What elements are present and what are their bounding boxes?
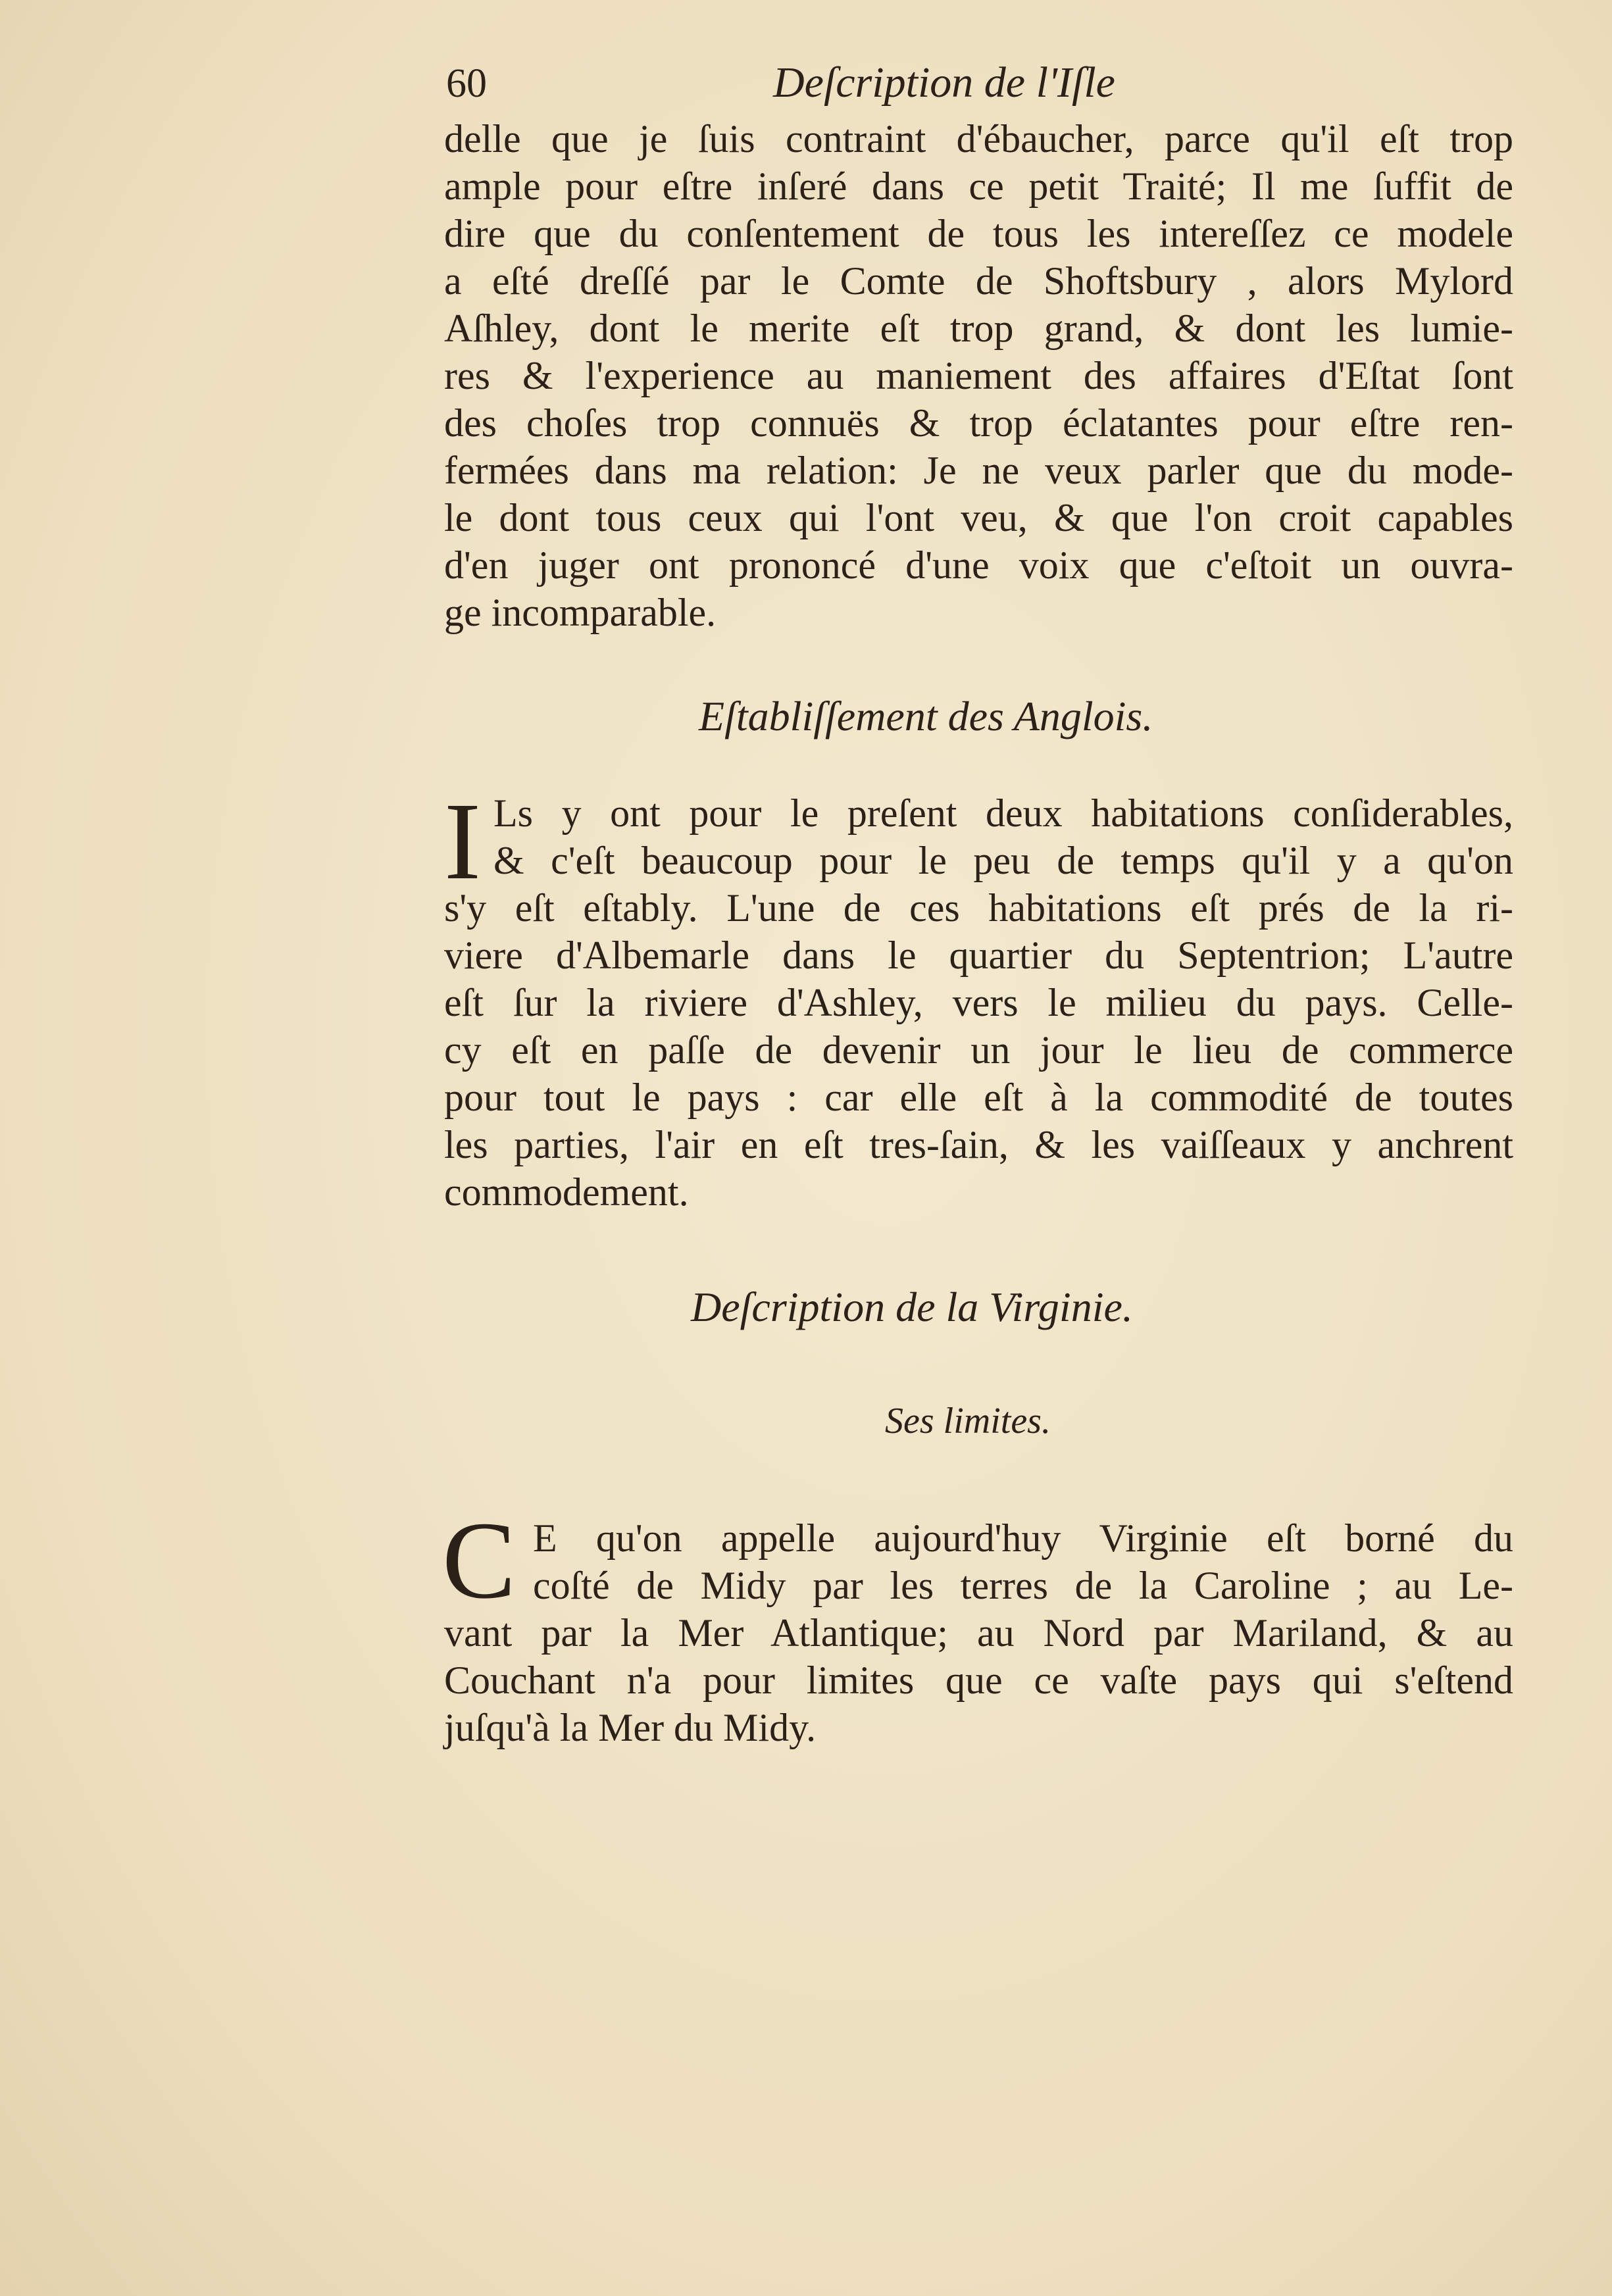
text-line: res & l'experience au maniement des affaires d'Eſtat ſont: [444, 354, 1513, 397]
text-line: dire que du conſentement de tous les intereſſez ce modele: [444, 212, 1513, 255]
section-heading: Eſtabliſſement des Anglois.: [699, 693, 1153, 739]
text-line: s'y eſt eſtably. L'une de ces habitations eſt prés de la ri-: [444, 886, 1513, 930]
text-line: a eſté dreſſé par le Comte de Shoftsbury , alors Mylord: [444, 259, 1513, 303]
section-heading: Deſcription de la Virginie.: [691, 1284, 1133, 1330]
text-line: les parties, l'air en eſt tres-ſain, & les vaiſſeaux y anchrent: [444, 1123, 1513, 1166]
drop-cap: C: [442, 1499, 516, 1622]
text-line: coſté de Midy par les terres de la Caroline ; au Le-: [533, 1564, 1513, 1607]
text-line: vant par la Mer Atlantique; au Nord par Mariland, & au: [444, 1611, 1513, 1655]
text-line: pour tout le pays : car elle eſt à la commodité de toutes: [444, 1076, 1513, 1119]
text-line: juſqu'à la Mer du Midy.: [444, 1706, 817, 1749]
text-line: eſt ſur la riviere d'Ashley, vers le milieu du pays. Celle-: [444, 981, 1513, 1024]
text-line: viere d'Albemarle dans le quartier du Septentrion; L'autre: [444, 934, 1513, 977]
text-line: commodement.: [444, 1170, 689, 1214]
text-line: fermées dans ma relation: Je ne veux parler que du mode-: [444, 449, 1513, 492]
subsection-heading: Ses limites.: [885, 1401, 1051, 1441]
text-line: ge incomparable.: [444, 591, 717, 634]
running-title: Deſcription de l'Iſle: [773, 59, 1115, 107]
text-line: le dont tous ceux qui l'ont veu, & que l'on croit capables: [444, 496, 1513, 539]
text-line: d'en juger ont prononcé d'une voix que c'eſtoit un ouvra-: [444, 543, 1513, 587]
text-line: delle que je ſuis contraint d'ébaucher, parce qu'il eſt trop: [444, 117, 1513, 161]
text-line: Ls y ont pour le preſent deux habitations conſiderables,: [493, 791, 1513, 835]
text-line: Couchant n'a pour limites que ce vaſte pays qui s'eſtend: [444, 1659, 1513, 1702]
page-number: 60: [446, 61, 487, 106]
text-line: E qu'on appelle aujourd'huy Virginie eſt borné du: [533, 1516, 1513, 1560]
drop-cap: I: [444, 780, 481, 903]
text-line: & c'eſt beaucoup pour le peu de temps qu'il y a qu'on: [493, 839, 1513, 882]
text-line: des choſes trop connuës & trop éclatantes pour eſtre ren-: [444, 401, 1513, 445]
text-line: ample pour eſtre inſeré dans ce petit Traité; Il me ſuffit de: [444, 164, 1513, 208]
text-line: cy eſt en paſſe de devenir un jour le lieu de commerce: [444, 1028, 1513, 1072]
text-line: Aſhley, dont le merite eſt trop grand, & dont les lumie-: [444, 307, 1513, 350]
